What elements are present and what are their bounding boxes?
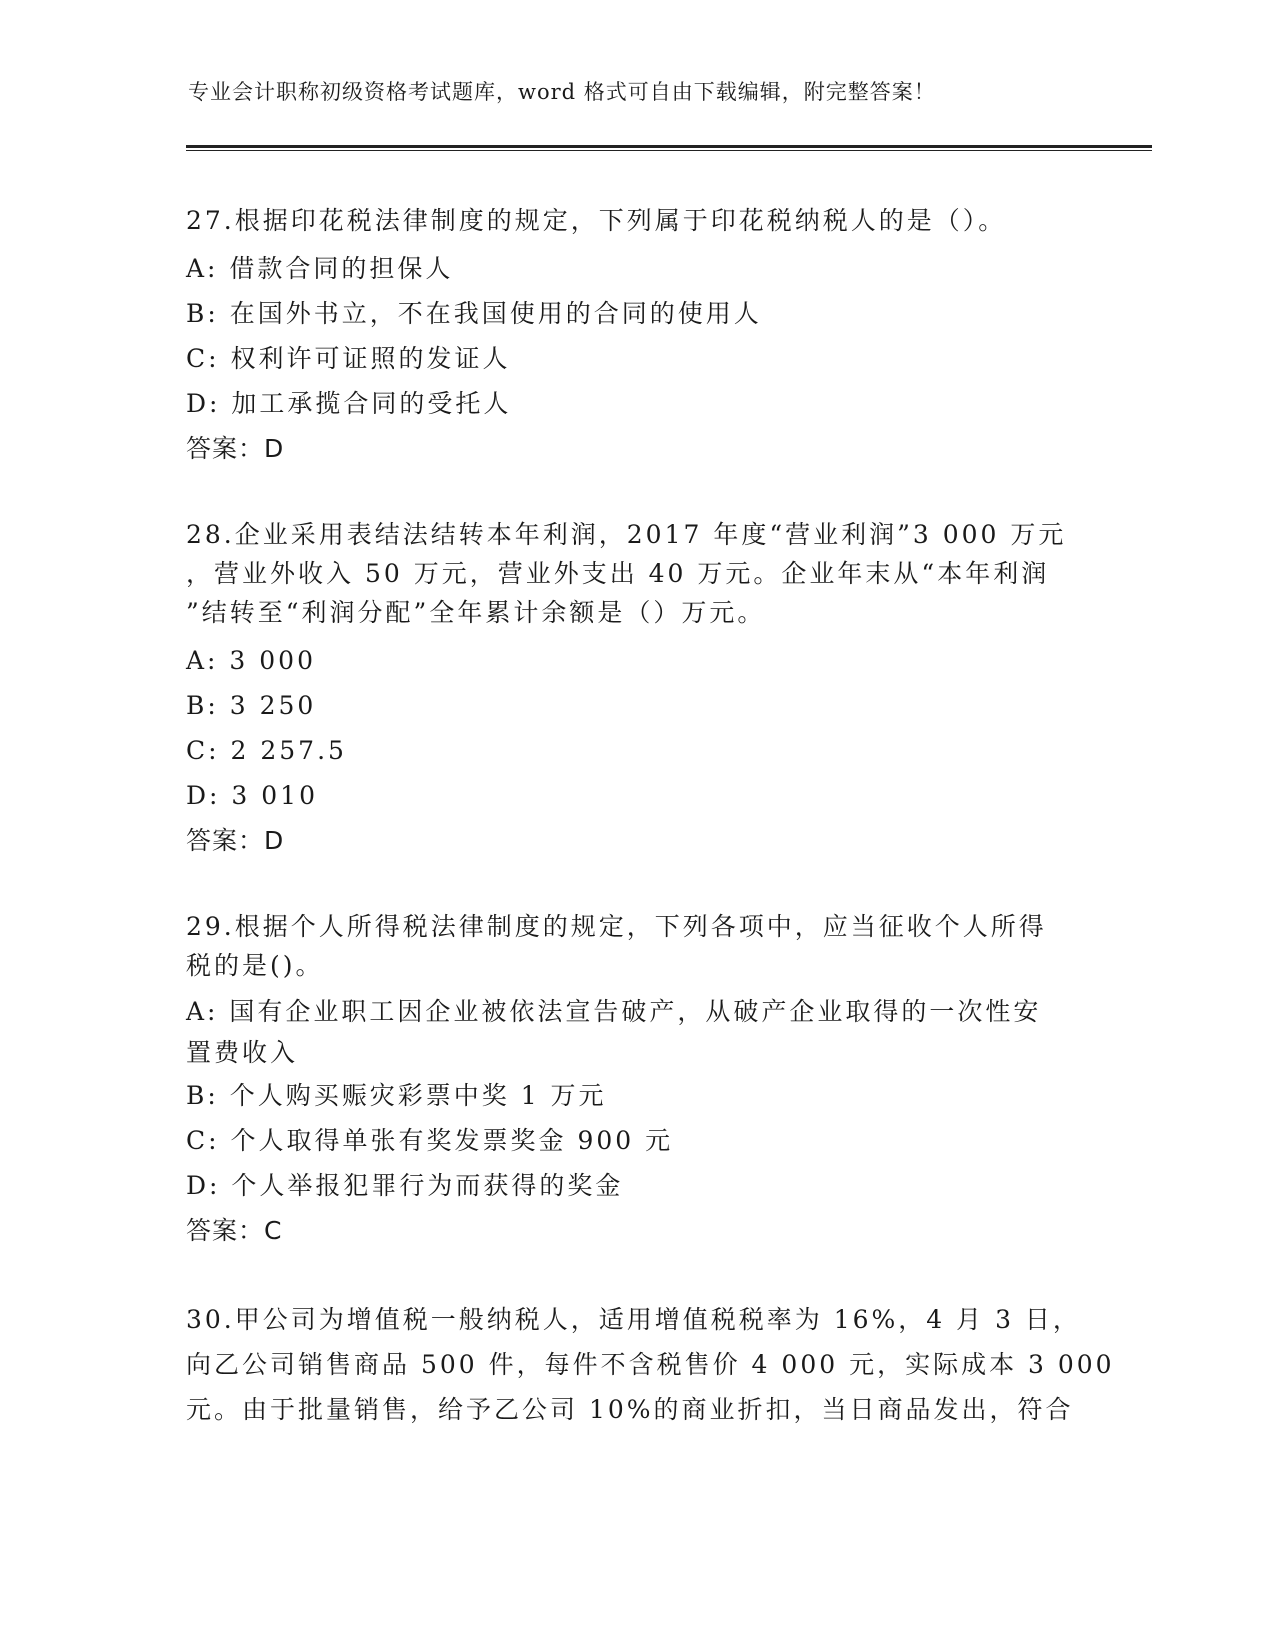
question-stem-line: 27.根据印花税法律制度的规定，下列属于印花税纳税人的是（）。 [186, 206, 1007, 235]
option-a: A: 国有企业职工因企业被依法宣告破产，从破产企业取得的一次性安 [186, 997, 1042, 1026]
option-b: B: 在国外书立，不在我国使用的合同的使用人 [186, 299, 762, 328]
question-stem-line: 30.甲公司为增值税一般纳税人，适用增值税税率为 16%，4 月 3 日， [186, 1305, 1081, 1334]
option-d: D: 个人举报犯罪行为而获得的奖金 [186, 1171, 624, 1200]
option-a: A: 借款合同的担保人 [186, 254, 454, 283]
question-stem-line: ”结转至“利润分配”全年累计余额是（）万元。 [186, 598, 766, 627]
question-28 [186, 515, 1076, 863]
question-stem-line: 向乙公司销售商品 500 件，每件不含税售价 4 000 元，实际成本 3 000 [186, 1350, 1115, 1379]
page-header: 专业会计职称初级资格考试题库，word 格式可自由下载编辑，附完整答案！ [188, 80, 936, 104]
option-a: A: 3 000 [186, 646, 316, 675]
question-stem-line: 28.企业采用表结法结转本年利润，2017 年度“营业利润”3 000 万元 [186, 520, 1067, 549]
question-stem-line: ，营业外收入 50 万元，营业外支出 40 万元。企业年末从“本年利润 [186, 559, 1050, 588]
question-list [186, 201, 1115, 1476]
option-c: C: 个人取得单张有奖发票奖金 900 元 [186, 1126, 674, 1155]
answer: 答案：D [186, 434, 285, 463]
option-b: B: 3 250 [186, 691, 317, 720]
question-29 [186, 907, 1076, 1253]
option-c: C: 权利许可证照的发证人 [186, 344, 511, 373]
header-divider [186, 145, 1152, 151]
answer: 答案：D [186, 826, 285, 855]
question-stem-line: 元。由于批量销售，给予乙公司 10%的商业折扣，当日商品发出，符合 [186, 1395, 1074, 1424]
option-a-continued: 置费收入 [186, 1038, 299, 1067]
option-b: B: 个人购买赈灾彩票中奖 1 万元 [186, 1081, 607, 1110]
question-30 [186, 1297, 1115, 1432]
option-d: D: 加工承揽合同的受托人 [186, 389, 512, 418]
option-d: D: 3 010 [186, 781, 318, 810]
question-27 [186, 201, 1076, 471]
question-stem-line: 29.根据个人所得税法律制度的规定，下列各项中，应当征收个人所得 [186, 912, 1047, 941]
answer: 答案：C [186, 1216, 283, 1245]
option-c: C: 2 257.5 [186, 736, 347, 765]
question-stem-line: 税的是()。 [186, 951, 324, 980]
